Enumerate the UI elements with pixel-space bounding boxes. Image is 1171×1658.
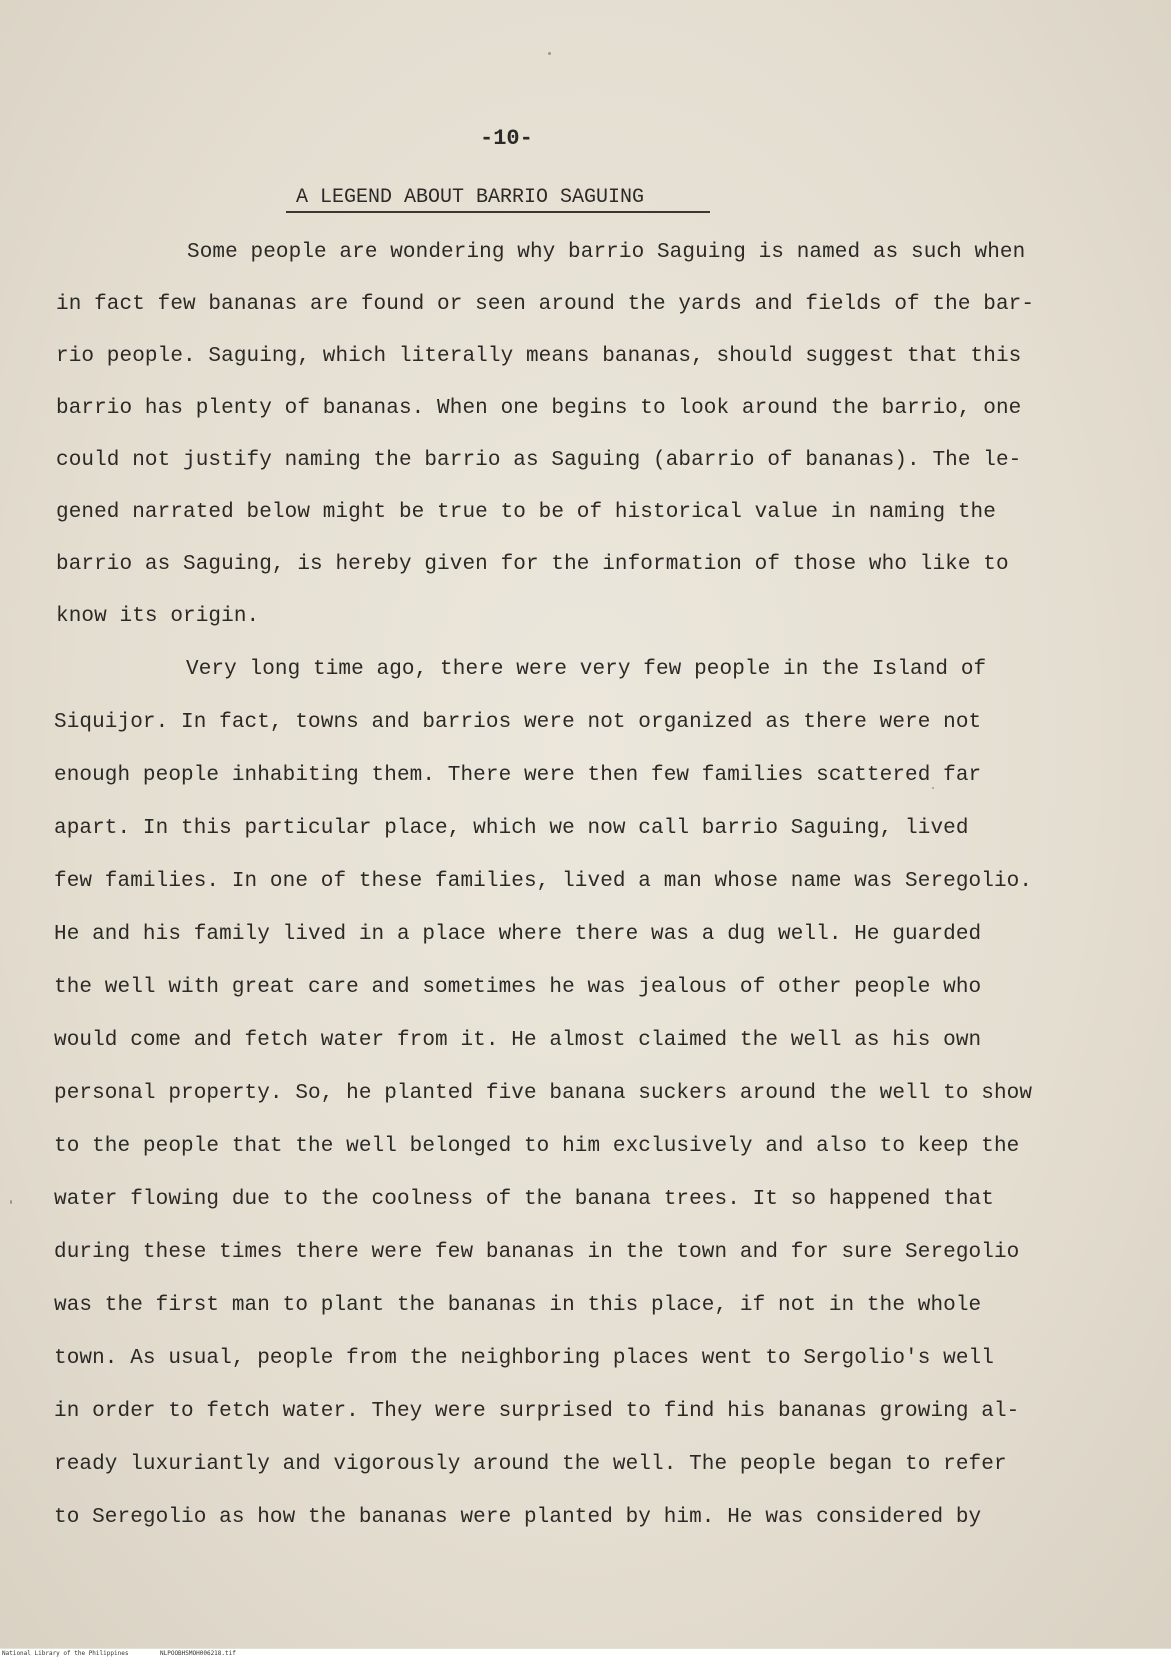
text-line: town. As usual, people from the neighboring places went to Sergolio's well [54,1347,994,1370]
text-line: personal property. So, he planted five banana suckers around the well to show [54,1082,1033,1105]
text-line: to Seregolio as how the bananas were planted by him. He was considered by [54,1506,982,1529]
page-number: -10- [480,126,533,151]
text-line: during these times there were few bananas in the town and for sure Seregolio [54,1241,1020,1264]
text-line: Siquijor. In fact, towns and barrios were not organized as there were not [54,711,982,734]
text-line: Some people are wondering why barrio Saguing is named as such when [187,241,1026,264]
text-line: He and his family lived in a place where there was a dug well. He guarded [54,923,982,946]
footer-file-id: NLPOOBHSMOH006218.tif [160,1650,236,1657]
text-line: to the people that the well belonged to him exclusively and also to keep the [54,1135,1020,1158]
title-underline [286,211,710,213]
text-line: water flowing due to the coolness of the banana trees. It so happened that [54,1188,994,1211]
text-line: in order to fetch water. They were surprised to find his bananas growing al- [54,1400,1020,1423]
text-line: apart. In this particular place, which we now call barrio Saguing, lived [54,817,969,840]
text-line: ready luxuriantly and vigorously around the well. The people began to refer [54,1453,1007,1476]
text-line: the well with great care and sometimes he was jealous of other people who [54,976,982,999]
text-line: know its origin. [56,605,260,628]
text-line: barrio has plenty of bananas. When one begins to look around the barrio, one [56,397,1022,420]
text-line: rio people. Saguing, which literally means bananas, should suggest that this [56,345,1022,368]
text-line: barrio as Saguing, is hereby given for the information of those who like to [56,553,1009,576]
footer-library: National Library of the Philippines [2,1650,129,1657]
text-line: could not justify naming the barrio as Saguing (abarrio of bananas). The le- [56,449,1022,472]
text-line: Very long time ago, there were very few people in the Island of [186,658,987,681]
paper-speck [10,1200,12,1204]
text-line: in fact few bananas are found or seen around the yards and fields of the bar- [56,293,1035,316]
document-title: A LEGEND ABOUT BARRIO SAGUING [296,186,645,209]
text-line: few families. In one of these families, lived a man whose name was Seregolio. [54,870,1033,893]
text-line: would come and fetch water from it. He almost claimed the well as his own [54,1029,982,1052]
paper-speck [548,52,551,55]
text-line: enough people inhabiting them. There were then few families scattered far [54,764,982,787]
paper-speck [932,787,934,789]
text-line: was the first man to plant the bananas in this place, if not in the whole [54,1294,982,1317]
scan-footer [0,1649,1171,1658]
text-line: gened narrated below might be true to be of historical value in naming the [56,501,996,524]
